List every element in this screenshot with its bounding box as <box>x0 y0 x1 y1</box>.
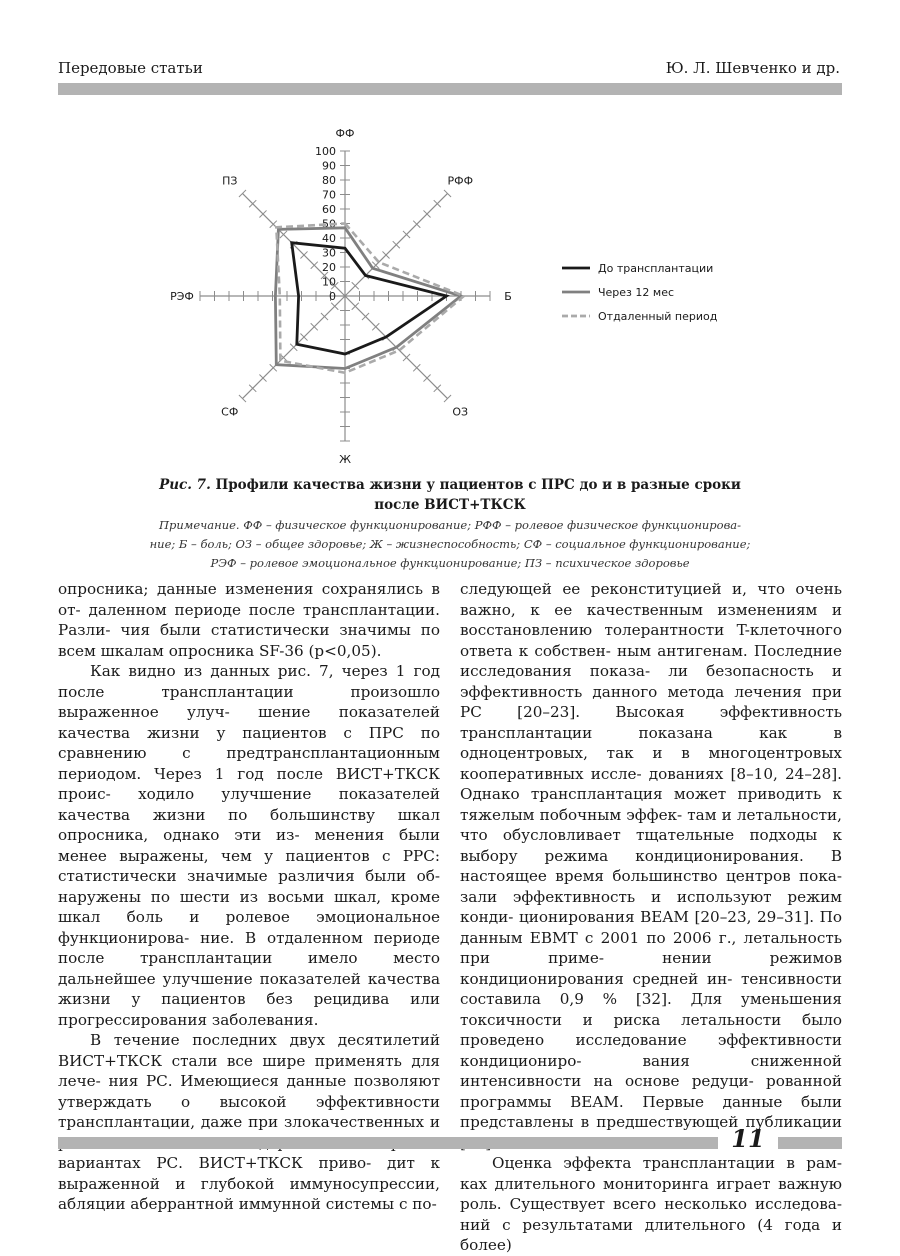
radar-tick-label: 60 <box>322 203 336 216</box>
figure-label: Рис. 7. <box>159 477 211 493</box>
figure-caption <box>150 475 750 515</box>
radar-axis-label: РФФ <box>447 174 474 188</box>
legend-label-0: До трансплантации <box>598 262 714 275</box>
radar-tick-label: 30 <box>322 246 336 260</box>
radar-tick-label: 90 <box>322 159 336 173</box>
header-rule <box>58 83 842 95</box>
legend-label-2: Отдаленный период <box>598 310 718 323</box>
legend-label-1: Через 12 мес <box>598 286 675 299</box>
page-number: 11 <box>731 1124 765 1153</box>
radar-tick-label: 70 <box>322 188 336 202</box>
figure-note-line3: РЭФ – ролевое эмоциональное функционирование; ПЗ – психическое здоровье <box>210 556 690 570</box>
radar-tick-label: 20 <box>322 261 336 274</box>
radar-tick-label: 40 <box>322 232 336 245</box>
radar-tick-label: 100 <box>315 145 336 158</box>
radar-axis-label: ПЗ <box>222 174 238 188</box>
running-header-authors: Ю. Л. Шевченко и др. <box>665 59 840 77</box>
body-column-right: следующей ее реконституцией и, что очень важно, к ее качественным изменениям и восстановлению толерантности T-клеточного ответа к собствен- ным антигенам. Последние исследования показа- ли безопасность и эффективность данного метода лечения при РС [20–23]. Высокая эффективность трансплантации показана как в одноцентровых, так и в многоцентровых кооперативных иссле- дованиях [8–10, 24–28]. Однако трансплантация может приводить к тяжелым побочным эффек- там и летальности, что обусловливает тщательные подходы к выбору режима кондиционирования. В настоящее время большинство центров пока- зали эффективность и используют режим конди- ционирования BEAM [20–23, 29–31]. По данным EBMT с 2001 по 2006 г., летальность при приме- нении режимов кондиционирования средней ин- тенсивности составила 0,9 % [32]. Для уменьшения токсичности и риска летальности было проведено исследование эффективности кондициониро- вания сниженной интенсивности на основе редуци- рованной программы BEAM. Первые данные были представлены в предшествующей публикации Оценка эффекта трансплантации в рам- ках длительного мониторинга играет важную роль. Существует всего несколько исследова- ний с результатами длительного (4 года и более) <box>460 580 843 1254</box>
radar-chart <box>150 118 750 468</box>
radar-axis-label: ОЗ <box>452 405 469 419</box>
radar-axis-label: РЭФ <box>170 290 194 303</box>
radar-tick-label: 50 <box>322 217 336 231</box>
radar-axis-label: ФФ <box>335 127 355 140</box>
figure-title-line1: Профили качества жизни у пациентов с ПРС до и в разные сроки <box>215 477 741 493</box>
radar-series-0 <box>292 243 447 354</box>
figure-note-line2: ние; Б – боль; ОЗ – общее здоровье; Ж – жизнеспособность; СФ – социальное функционирование; <box>149 537 751 551</box>
running-header-section: Передовые статьи <box>58 59 203 77</box>
footer-rule-left <box>58 1137 718 1149</box>
footer-rule-right <box>778 1137 842 1149</box>
radar-tick-label: 80 <box>322 174 336 187</box>
figure-title-line2: после ВИСТ+ТКСК <box>374 497 526 513</box>
figure-note-line1: Примечание. ФФ – физическое функционирование; РФФ – ролевое физическое функционирова- <box>158 518 742 532</box>
radar-axis-label: СФ <box>221 405 239 419</box>
radar-axis-label: Б <box>504 290 512 303</box>
radar-axis-label: Ж <box>339 453 351 466</box>
body-column-left: опросника; данные изменения сохранялись в от- даленном периоде после трансплантации. Разли- чия были статистически значимы по всем шкалам опросника SF-36 (p<0,05). Как видно из данных рис. 7, через 1 год после трансплантации произошло выраженное улуч- шение показателей качества жизни у пациентов с ПРС по сравнению с предтрансплантационным периодом. Через 1 год после ВИСТ+ТКСК проис- ходило улучшение показателей качества жизни по большинству шкал опросника, однако эти из- менения были менее выражены, чем у пациентов с РРС: статистически значимые различия были об- наружены по шести из восьми шкал, кроме шкал боль и ролевое эмоциональное функционирова- ние. В отдаленном периоде после трансплантации имело место дальнейшее улучшение показателей качества жизни у пациентов без рецидива или прогрессирования заболевания. В течение последних двух десятилетий ВИСТ+ТКСК стали все шире применять для лече- ния РС. Имеющиеся данные позволяют утверждать о высокой эффективности трансплантации, даже при злокачественных и вариантах РС. ВИСТ+ТКСК приво- дит к выраженной и глубокой иммуносупрессии, абляции аберрантной иммунной системы с по- <box>58 580 441 1213</box>
radar-series-2 <box>276 224 464 373</box>
radar-tick-label: 10 <box>322 275 336 289</box>
radar-tick-label: 0 <box>329 290 336 303</box>
figure-note <box>120 516 780 573</box>
